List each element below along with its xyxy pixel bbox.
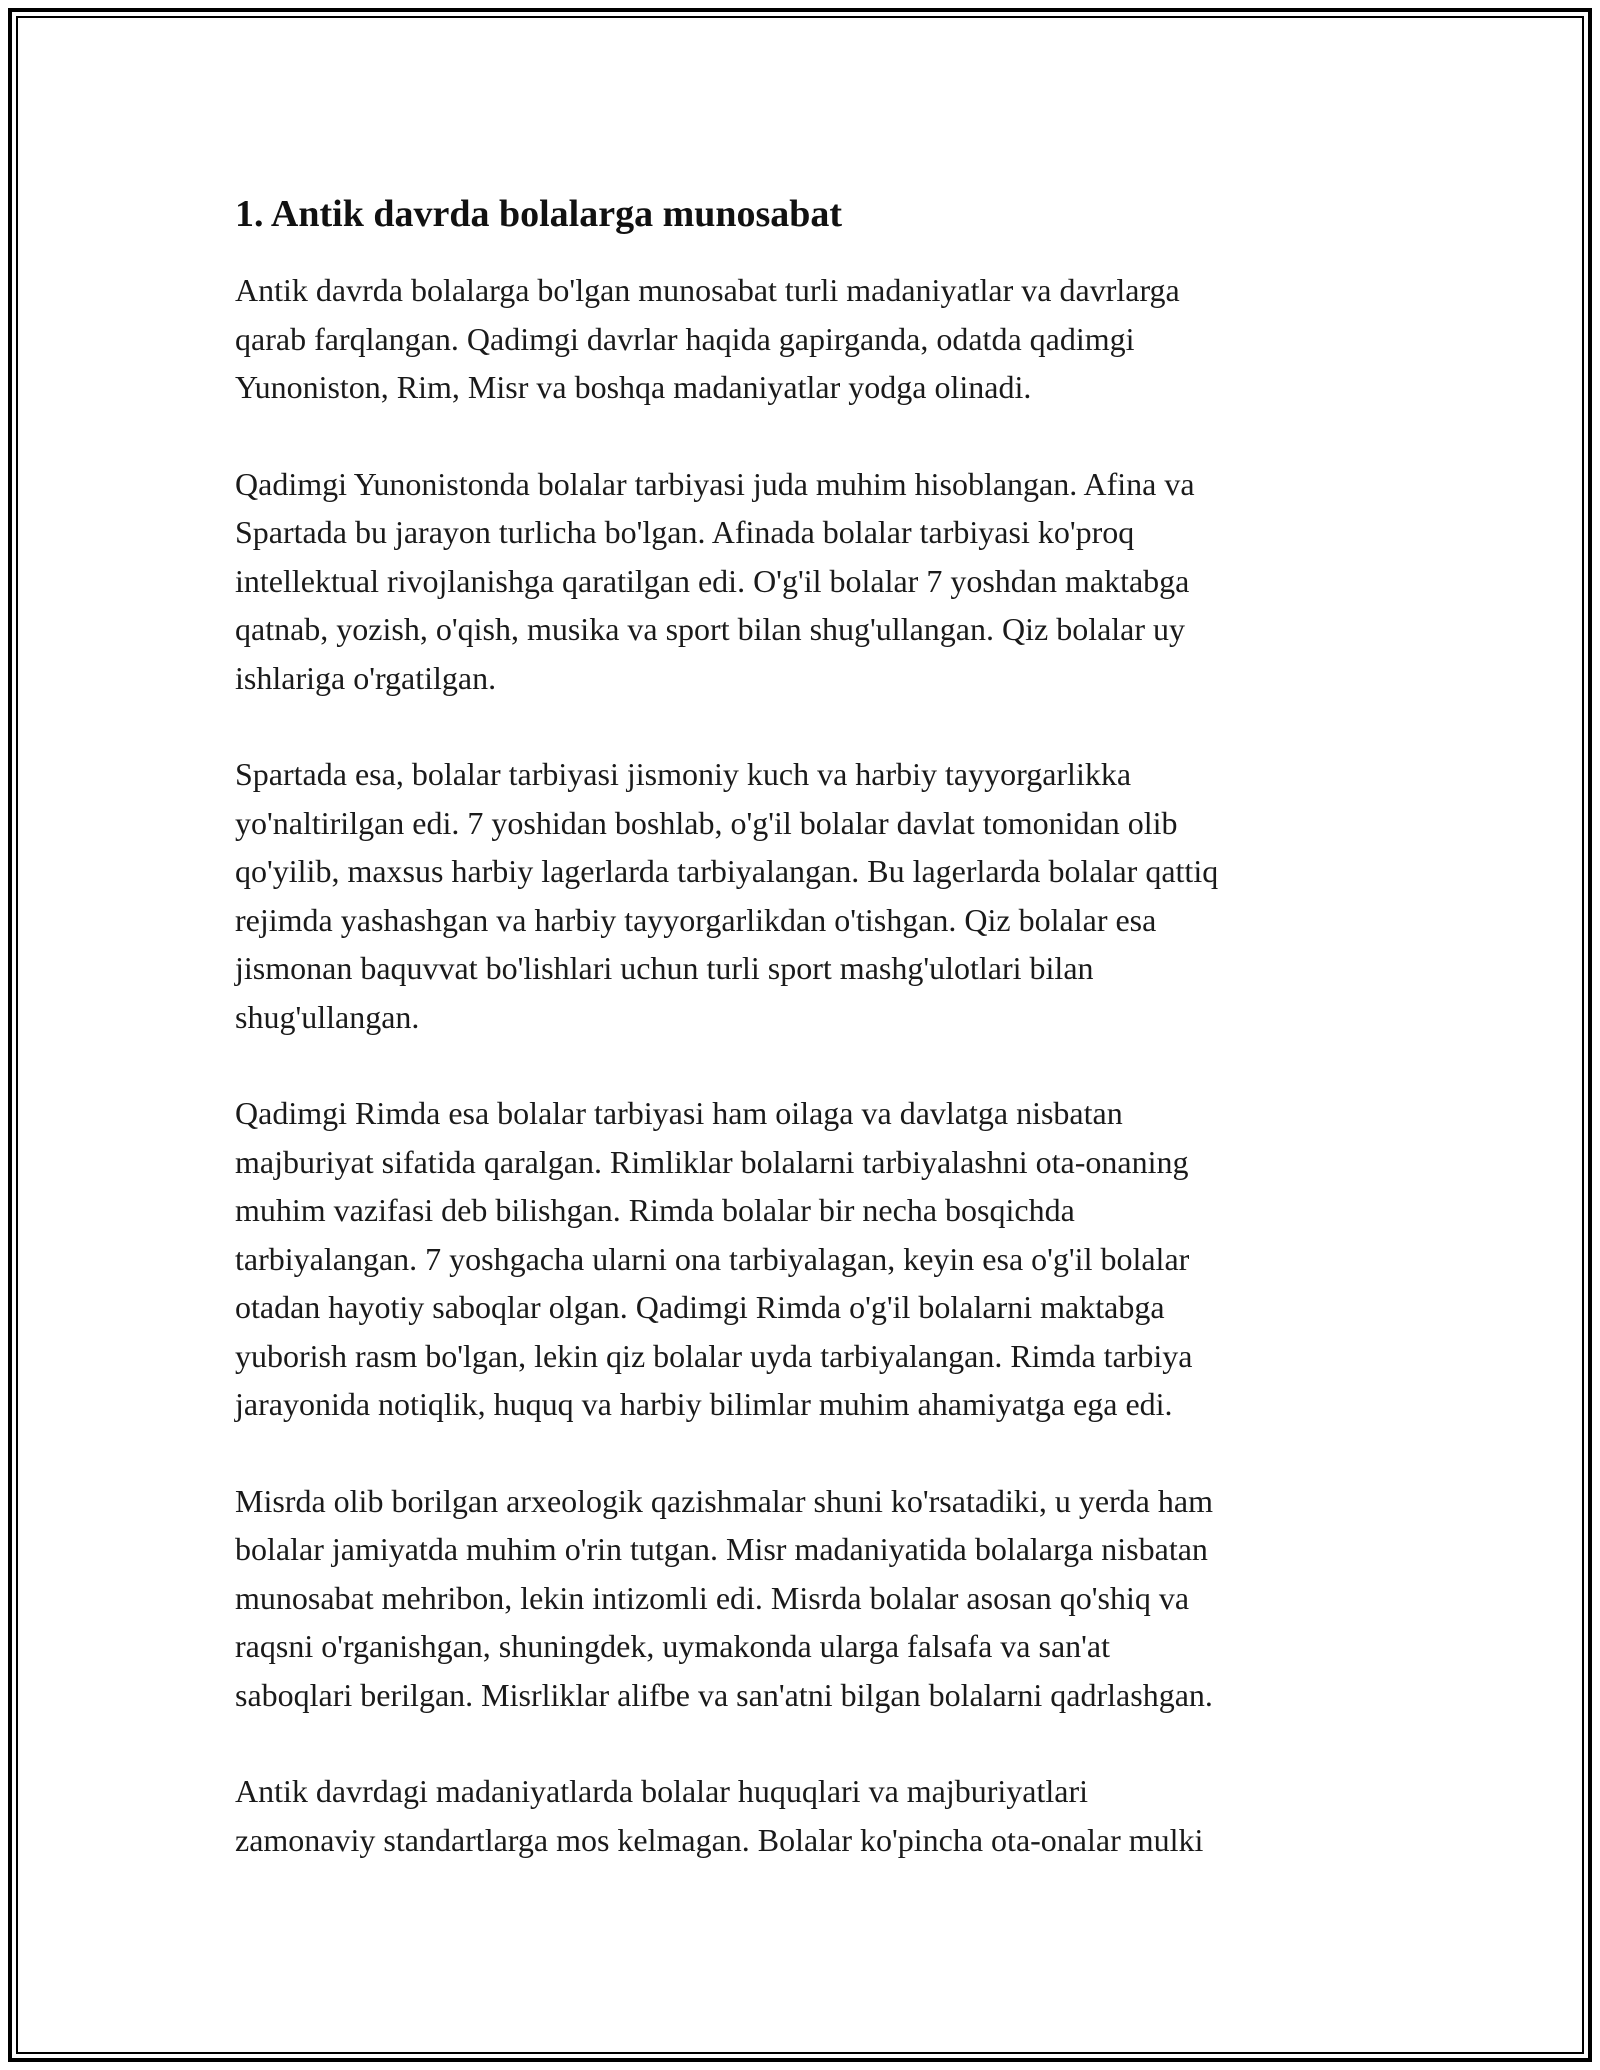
paragraph-rome: Qadimgi Rimda esa bolalar tarbiyasi ham oilaga va davlatga nisbatan majburiyat sifatida qaralgan. Rimliklar bolalarni tarbiyalashni ota-onaning muhim vazifasi deb bilishgan. Rimda bolalar bir necha bosqichda tarbiyalangan. 7 yoshgacha ularni ona tarbiyalagan, keyin esa o'g'il bolalar otadan hayotiy saboqlar olgan. Qadimgi Rimda o'g'il bolalarni maktabga yuborish rasm bo'lgan, lekin qiz bolalar uyda tarbiyalangan. Rimda tarbiya jarayonida notiqlik, huquq va harbiy bilimlar muhim ahamiyatga ega edi. <box>235 1095 1193 1422</box>
document-body <box>235 186 1375 1912</box>
paragraph-sparta: Spartada esa, bolalar tarbiyasi jismoniy kuch va harbiy tayyorgarlikka yo'naltirilgan edi. 7 yoshidan boshlab, o'g'il bolalar davlat tomonidan olib qo'yilib, maxsus harbiy lagerlarda tarbiyalangan. Bu lagerlarda bolalar qattiq rejimda yashashgan va harbiy tayyorgarlikdan o'tishgan. Qiz bolalar esa jismonan baquvvat bo'lishlari uchun turli sport mashg'ulotlari bilan shug'ullangan. <box>235 756 1219 1035</box>
paragraph-greece: Qadimgi Yunonistonda bolalar tarbiyasi juda muhim hisoblangan. Afina va Spartada bu jarayon turlicha bo'lgan. Afinada bolalar tarbiyasi ko'proq intellektual rivojlanishga qaratilgan edi. O'g'il bolalar 7 yoshdan maktabga qatnab, yozish, o'qish, musika va sport bilan shug'ullangan. Qiz bolalar uy ishlariga o'rgatilgan. <box>235 465 1195 696</box>
section-heading: 1. Antik davrda bolalarga munosabat <box>235 193 843 235</box>
paragraph-rights: Antik davrdagi madaniyatlarda bolalar huquqlari va majburiyatlari zamonaviy standartlarga mos kelmagan. Bolalar ko'pincha ota-onalar mulki <box>235 1773 1204 1858</box>
paragraph-intro: Antik davrda bolalarga bo'lgan munosabat turli madaniyatlar va davrlarga qarab farqlangan. Qadimgi davrlar haqida gapirganda, odatda qadimgi Yunoniston, Rim, Misr va boshqa madaniyatlar yodga olinadi. <box>235 272 1180 405</box>
paragraph-egypt: Misrda olib borilgan arxeologik qazishmalar shuni ko'rsatadiki, u yerda ham bolalar jamiyatda muhim o'rin tutgan. Misr madaniyatida bolalarga nisbatan munosabat mehribon, lekin intizomli edi. Misrda bolalar asosan qo'shiq va raqsni o'rganishgan, shuningdek, uymakonda ularga falsafa va san'at saboqlari berilgan. Misrliklar alifbe va san'atni bilgan bolalarni qadrlashgan. <box>235 1482 1213 1713</box>
